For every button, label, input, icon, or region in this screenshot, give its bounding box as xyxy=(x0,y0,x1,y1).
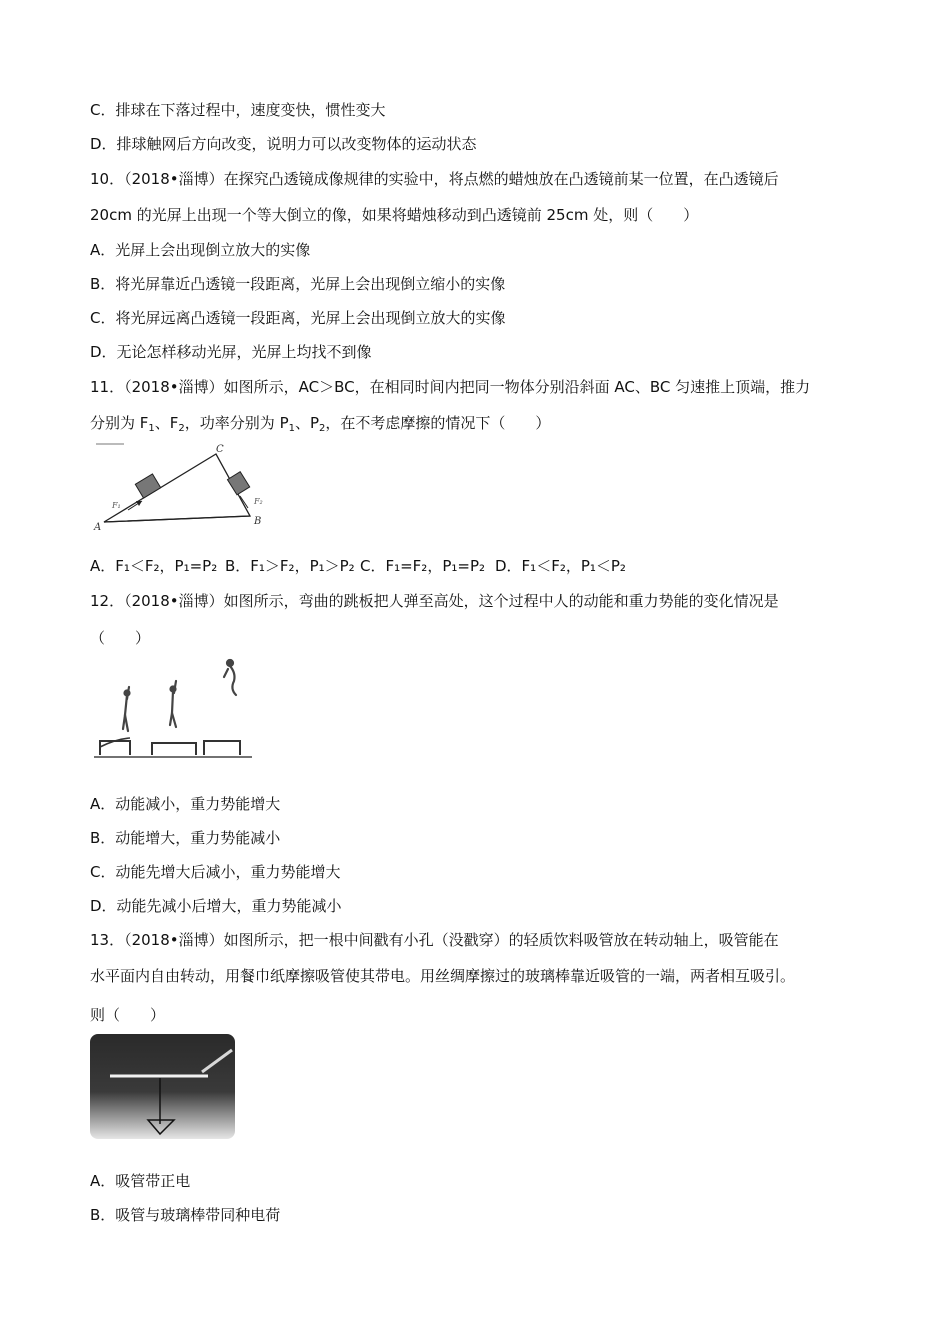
q9-option-c: C．排球在下落过程中，速度变快，惯性变大 xyxy=(90,101,386,119)
q11-stem-line2: 分别为 $F_1$、$F_2$，功率分别为 $P_1$、$P_2$，在不考虑摩擦的情况下（ ） xyxy=(90,414,551,434)
label-a: A xyxy=(94,522,102,532)
board-3 xyxy=(204,741,240,755)
q12-option-c: C．动能先增大后减小，重力势能增大 xyxy=(90,863,341,881)
label-b: B xyxy=(254,516,262,527)
q13-option-b: B．吸管与玻璃棒带同种电荷 xyxy=(90,1206,281,1224)
block-on-bc xyxy=(227,472,249,495)
q10-option-c: C．将光屏远离凸透镜一段距离，光屏上会出现倒立放大的实像 xyxy=(90,309,506,327)
label-f1: F₁ xyxy=(112,501,121,510)
q9-option-d: D．排球触网后方向改变，说明力可以改变物体的运动状态 xyxy=(90,135,477,153)
q12-stem-line2: （ ） xyxy=(90,629,151,647)
q13-stem-line3: 则（ ） xyxy=(90,1006,166,1024)
q10-stem-line1: 10．（2018•淄博）在探究凸透镜成像规律的实验中，将点燃的蜡烛放在凸透镜前某一位置，在凸透镜后 xyxy=(90,170,779,188)
q13-stem-line2: 水平面内自由转动，用餐巾纸摩擦吸管使其带电。用丝绸摩擦过的玻璃棒靠近吸管的一端，两者相互吸引。 xyxy=(90,967,796,985)
label-f2: F₂ xyxy=(254,497,263,506)
block-on-ac xyxy=(135,474,160,498)
q10-option-a: A．光屏上会出现倒立放大的实像 xyxy=(90,241,311,259)
q12-stem-line1: 12．（2018•淄博）如图所示，弯曲的跳板把人弹至高处，这个过程中人的动能和重力势能的变化情况是 xyxy=(90,592,779,610)
q13-stem-line1: 13．（2018•淄博）如图所示，把一根中间戳有小孔（没戳穿）的轻质饮料吸管放在转动轴上，吸管能在 xyxy=(90,931,779,949)
q11-option-b: B．F₁＞F₂，P₁＞P₂ xyxy=(225,557,355,575)
q13-option-a: A．吸管带正电 xyxy=(90,1172,191,1190)
incline-triangle xyxy=(104,454,250,522)
q10-stem-line2: 20cm 的光屏上出现一个等大倒立的像，如果将蜡烛移动到凸透镜前 25cm 处，则（ ） xyxy=(90,206,699,224)
straw-photo-figure xyxy=(90,1034,235,1139)
springboard-figure xyxy=(90,655,255,760)
incline-figure xyxy=(90,440,280,532)
q10-option-d: D．无论怎样移动光屏，光屏上均找不到像 xyxy=(90,343,372,361)
q11-options xyxy=(90,556,626,576)
q12-option-d: D．动能先减小后增大，重力势能减小 xyxy=(90,897,342,915)
q10-option-b: B．将光屏靠近凸透镜一段距离，光屏上会出现倒立缩小的实像 xyxy=(90,275,506,293)
board-1 xyxy=(100,741,130,755)
q12-option-a: A．动能减小，重力势能增大 xyxy=(90,795,281,813)
diver-2 xyxy=(170,681,176,727)
q12-option-b: B．动能增大，重力势能减小 xyxy=(90,829,281,847)
q11-option-d: D．F₁＜F₂，P₁＜P₂ xyxy=(495,557,626,575)
diver-3 xyxy=(224,660,236,695)
label-c: C xyxy=(216,444,224,455)
diver-1 xyxy=(123,687,130,731)
q11-option-c: C．F₁=F₂，P₁=P₂ xyxy=(360,557,486,575)
photo-background xyxy=(90,1034,235,1139)
q11-stem-line1: 11．（2018•淄博）如图所示，AC＞BC，在相同时间内把同一物体分别沿斜面 AC、BC 匀速推上顶端，推力 xyxy=(90,378,811,396)
board-2 xyxy=(152,743,196,755)
q11-option-a: A．F₁＜F₂，P₁=P₂ xyxy=(90,557,218,575)
